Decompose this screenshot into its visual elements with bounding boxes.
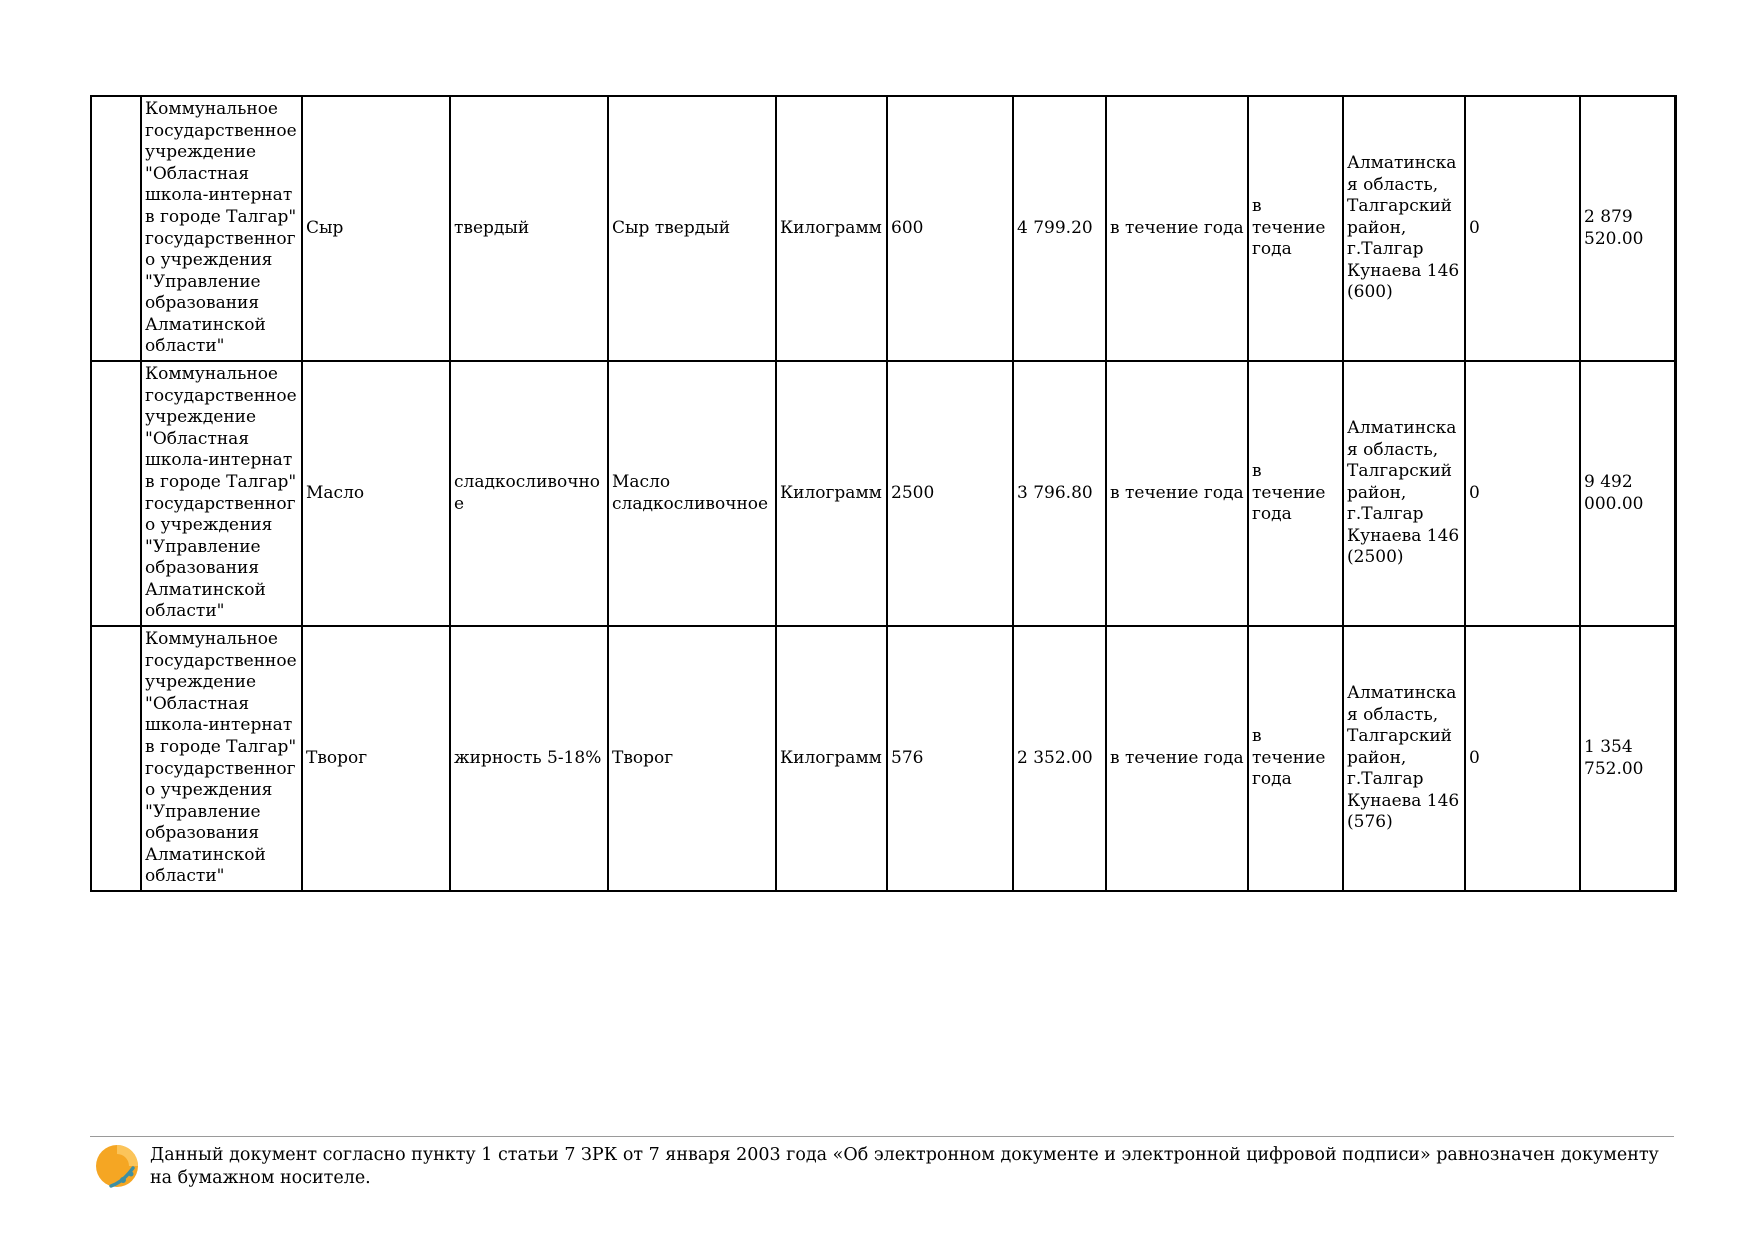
item-full-name-cell: Творог [608,626,776,891]
table-row [91,626,1675,891]
item-name-cell: Творог [302,626,450,891]
delivery-place-cell: Алматинская область, Талгарский район, г.Талгар Кунаева 146 (576) [1343,626,1465,891]
total-cell: 1 354 752.00 [1580,626,1675,891]
e-gov-sun-logo-icon [93,1142,141,1190]
advance-cell: 0 [1465,626,1580,891]
quantity-cell: 2500 [887,361,1013,626]
procurement-table [90,95,1677,892]
advance-cell: 0 [1465,361,1580,626]
price-cell: 2 352.00 [1013,626,1106,891]
table-row [91,96,1675,361]
row-number-cell [91,626,141,891]
customer-cell: Коммунальное государственное учреждение "Областная школа-интернат в городе Талгар" государственного учреждения "Управление образования Алматинской области" [141,361,302,626]
quantity-cell: 576 [887,626,1013,891]
row-number-cell [91,361,141,626]
delivery-term-cell: в течение года [1248,626,1343,891]
unit-cell: Килограмм [776,626,887,891]
item-spec-cell: сладкосливочное [450,361,608,626]
term-cell: в течение года [1106,626,1248,891]
item-spec-cell: твердый [450,96,608,361]
item-name-cell: Сыр [302,96,450,361]
total-cell: 9 492 000.00 [1580,361,1675,626]
customer-cell: Коммунальное государственное учреждение "Областная школа-интернат в городе Талгар" государственного учреждения "Управление образования Алматинской области" [141,626,302,891]
price-cell: 4 799.20 [1013,96,1106,361]
quantity-cell: 600 [887,96,1013,361]
term-cell: в течение года [1106,361,1248,626]
advance-cell: 0 [1465,96,1580,361]
price-cell: 3 796.80 [1013,361,1106,626]
delivery-place-cell: Алматинская область, Талгарский район, г.Талгар Кунаева 146 (600) [1343,96,1465,361]
row-number-cell [91,96,141,361]
customer-cell: Коммунальное государственное учреждение "Областная школа-интернат в городе Талгар" государственного учреждения "Управление образования Алматинской области" [141,96,302,361]
term-cell: в течение года [1106,96,1248,361]
legal-notice-text: Данный документ согласно пункту 1 статьи 7 ЗРК от 7 января 2003 года «Об электронном документе и электронной цифровой подписи» равнозначен документу на бумажном носителе. [150,1145,1659,1188]
unit-cell: Килограмм [776,361,887,626]
item-full-name-cell: Масло сладкосливочное [608,361,776,626]
delivery-term-cell: в течение года [1248,361,1343,626]
item-spec-cell: жирность 5-18% [450,626,608,891]
table-row [91,361,1675,626]
total-cell: 2 879 520.00 [1580,96,1675,361]
item-name-cell: Масло [302,361,450,626]
item-full-name-cell: Сыр твердый [608,96,776,361]
unit-cell: Килограмм [776,96,887,361]
signature-footer [90,1136,1674,1188]
delivery-place-cell: Алматинская область, Талгарский район, г.Талгар Кунаева 146 (2500) [1343,361,1465,626]
delivery-term-cell: в течение года [1248,96,1343,361]
